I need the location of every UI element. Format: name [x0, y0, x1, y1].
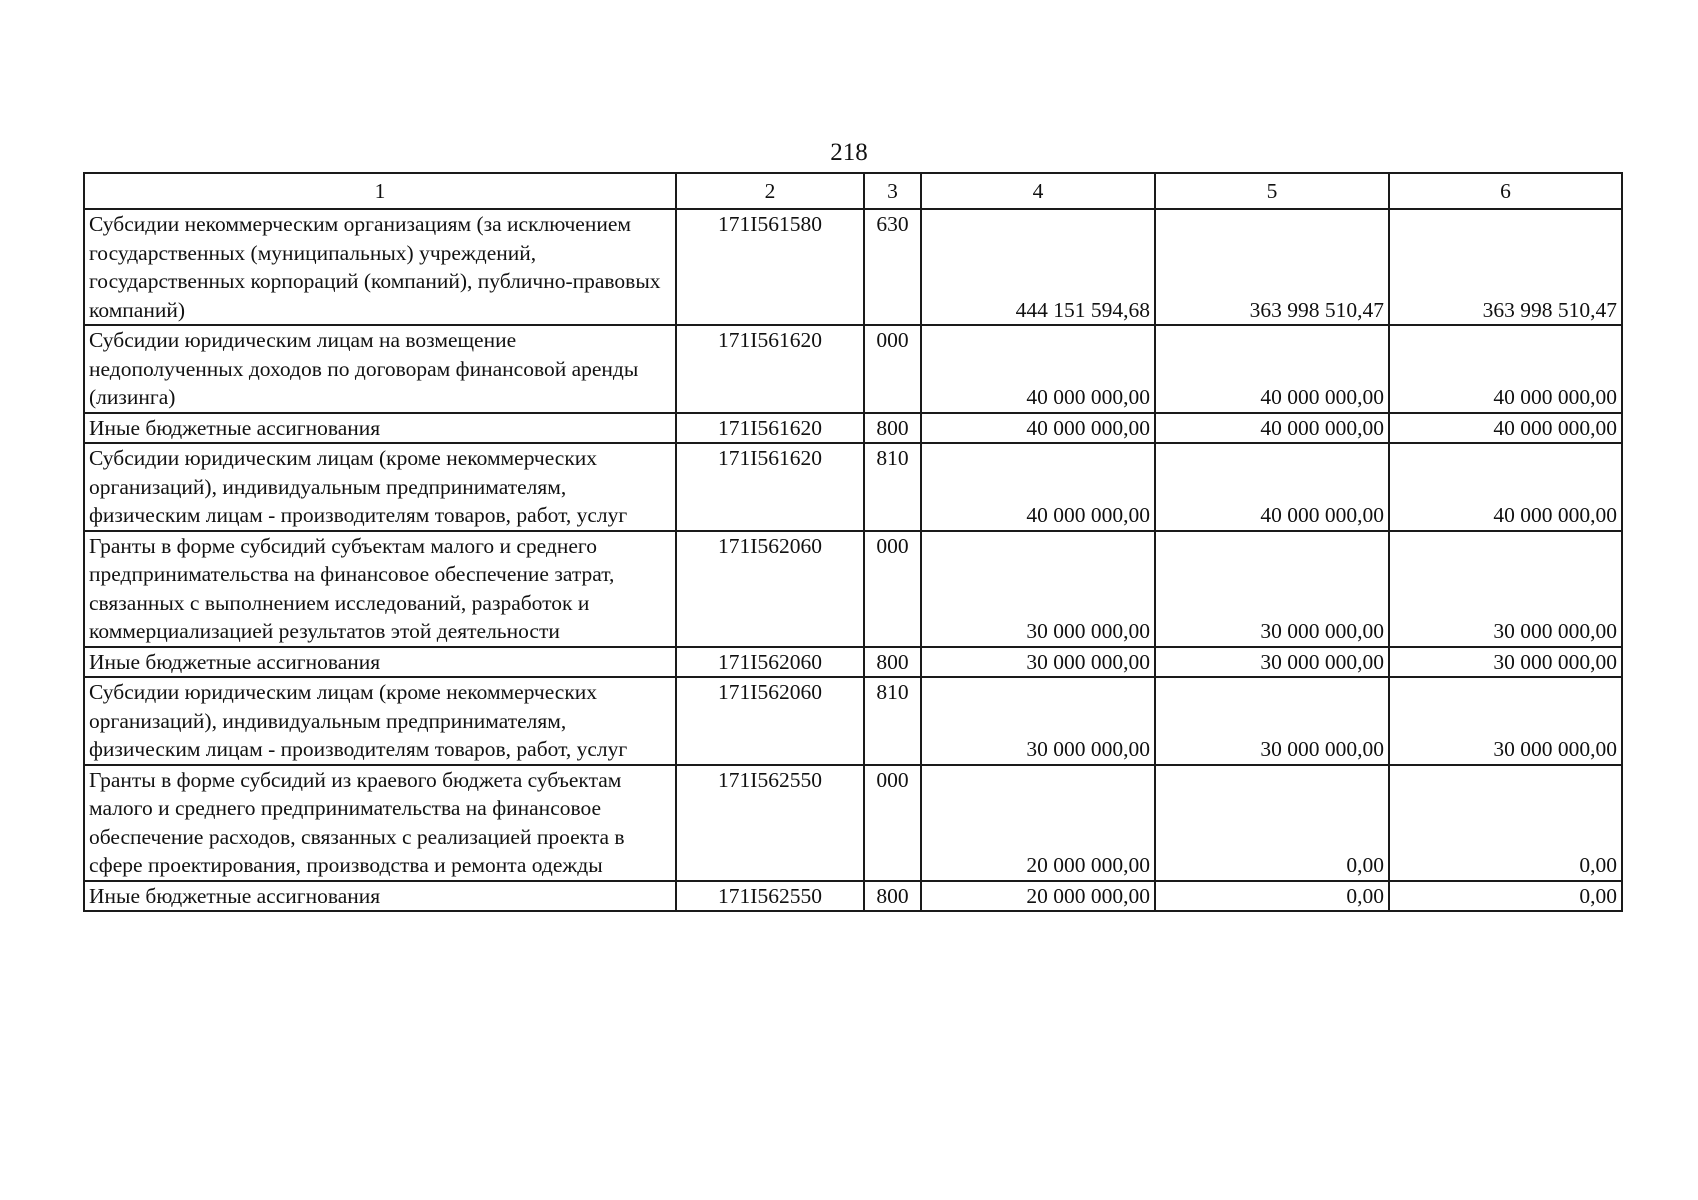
amount-col6: 0,00	[1389, 765, 1622, 881]
column-header: 1	[84, 173, 676, 209]
expense-type-code: 810	[864, 443, 921, 531]
expense-type-code: 800	[864, 647, 921, 678]
amount-col6: 0,00	[1389, 881, 1622, 912]
amount-col5: 40 000 000,00	[1155, 413, 1389, 444]
expense-type-code: 800	[864, 881, 921, 912]
amount-col6: 40 000 000,00	[1389, 325, 1622, 413]
target-code: 171I561620	[676, 325, 864, 413]
expense-name: Иные бюджетные ассигнования	[84, 881, 676, 912]
table-header-row	[84, 173, 1622, 209]
expense-name: Субсидии юридическим лицам (кроме некоммерческих организаций), индивидуальным предпринимателям, физическим лицам - производителям товаров, работ, услуг	[84, 443, 676, 531]
column-header: 2	[676, 173, 864, 209]
column-header: 5	[1155, 173, 1389, 209]
amount-col6: 40 000 000,00	[1389, 443, 1622, 531]
expense-type-code: 630	[864, 209, 921, 325]
target-code: 171I562550	[676, 765, 864, 881]
amount-col5: 0,00	[1155, 765, 1389, 881]
amount-col5: 30 000 000,00	[1155, 677, 1389, 765]
amount-col4: 30 000 000,00	[921, 647, 1155, 678]
amount-col4: 30 000 000,00	[921, 677, 1155, 765]
expense-name: Субсидии некоммерческим организациям (за исключением государственных (муниципальных) учреждений, государственных корпораций (компаний), публично-правовых компаний)	[84, 209, 676, 325]
table-row	[84, 531, 1622, 647]
target-code: 171I562060	[676, 531, 864, 647]
expense-type-code: 000	[864, 325, 921, 413]
amount-col4: 20 000 000,00	[921, 881, 1155, 912]
amount-col4: 40 000 000,00	[921, 413, 1155, 444]
target-code: 171I561620	[676, 443, 864, 531]
column-header: 6	[1389, 173, 1622, 209]
table-row	[84, 209, 1622, 325]
amount-col5: 40 000 000,00	[1155, 325, 1389, 413]
amount-col4: 30 000 000,00	[921, 531, 1155, 647]
expense-type-code: 000	[864, 531, 921, 647]
amount-col5: 40 000 000,00	[1155, 443, 1389, 531]
amount-col5: 30 000 000,00	[1155, 531, 1389, 647]
target-code: 171I562060	[676, 677, 864, 765]
budget-table	[83, 172, 1623, 912]
column-header: 3	[864, 173, 921, 209]
target-code: 171I561620	[676, 413, 864, 444]
expense-name: Иные бюджетные ассигнования	[84, 647, 676, 678]
amount-col6: 40 000 000,00	[1389, 413, 1622, 444]
amount-col5: 0,00	[1155, 881, 1389, 912]
amount-col4: 40 000 000,00	[921, 325, 1155, 413]
table-row	[84, 881, 1622, 912]
target-code: 171I561580	[676, 209, 864, 325]
amount-col6: 30 000 000,00	[1389, 531, 1622, 647]
amount-col6: 30 000 000,00	[1389, 647, 1622, 678]
expense-type-code: 800	[864, 413, 921, 444]
table-row	[84, 325, 1622, 413]
table-row	[84, 647, 1622, 678]
table-row	[84, 677, 1622, 765]
amount-col4: 20 000 000,00	[921, 765, 1155, 881]
expense-type-code: 000	[864, 765, 921, 881]
page-number: 218	[830, 139, 868, 166]
expense-name: Иные бюджетные ассигнования	[84, 413, 676, 444]
expense-name: Гранты в форме субсидий из краевого бюджета субъектам малого и среднего предпринимательства на финансовое обеспечение расходов, связанных с реализацией проекта в сфере проектирования, производства и ремонта одежды	[84, 765, 676, 881]
target-code: 171I562060	[676, 647, 864, 678]
expense-name: Субсидии юридическим лицам (кроме некоммерческих организаций), индивидуальным предпринимателям, физическим лицам - производителям товаров, работ, услуг	[84, 677, 676, 765]
amount-col4: 444 151 594,68	[921, 209, 1155, 325]
table-row	[84, 443, 1622, 531]
amount-col6: 30 000 000,00	[1389, 677, 1622, 765]
amount-col5: 30 000 000,00	[1155, 647, 1389, 678]
table-row	[84, 765, 1622, 881]
column-header: 4	[921, 173, 1155, 209]
amount-col5: 363 998 510,47	[1155, 209, 1389, 325]
expense-name: Гранты в форме субсидий субъектам малого и среднего предпринимательства на финансовое обеспечение затрат, связанных с выполнением исследований, разработок и коммерциализацией результатов этой деятельности	[84, 531, 676, 647]
expense-type-code: 810	[864, 677, 921, 765]
target-code: 171I562550	[676, 881, 864, 912]
expense-name: Субсидии юридическим лицам на возмещение недополученных доходов по договорам финансовой аренды (лизинга)	[84, 325, 676, 413]
amount-col6: 363 998 510,47	[1389, 209, 1622, 325]
amount-col4: 40 000 000,00	[921, 443, 1155, 531]
table-row	[84, 413, 1622, 444]
